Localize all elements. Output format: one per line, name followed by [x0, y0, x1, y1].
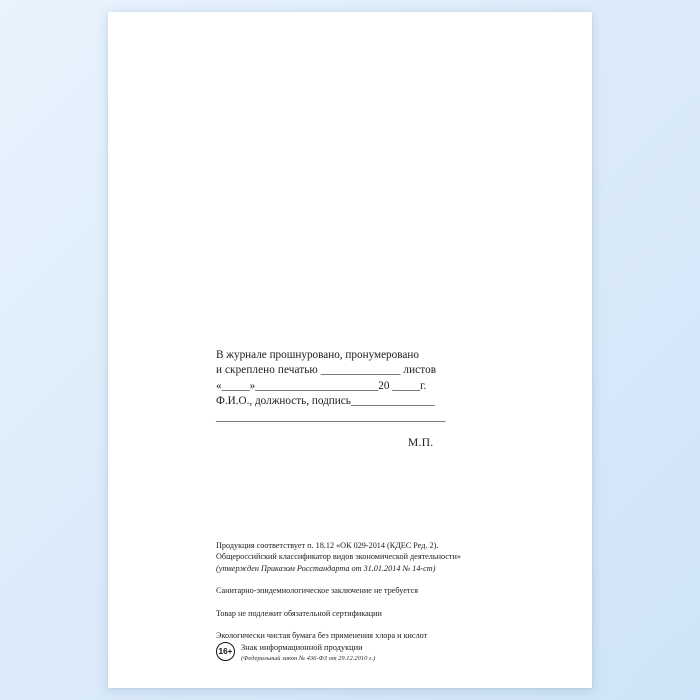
spacer-1: [216, 574, 546, 585]
stamp-place-label: М.П.: [408, 437, 434, 449]
legal-block: [216, 540, 546, 641]
certification-block: [216, 348, 516, 425]
age-rating-row: [216, 641, 375, 663]
certification-line-2: и скреплено печатью ______________ листов: [216, 364, 437, 377]
product-compliance-line-3: (утвержден Приказом Росстандарта от 31.01.2014 № 14-ст): [216, 563, 436, 573]
age-rating-texts: [241, 641, 375, 663]
certification-line-1: В журнале прошнуровано, пронумеровано: [216, 349, 419, 361]
document-page: [108, 12, 592, 688]
certification-note: Товар не подлежит обязательной сертификации: [216, 608, 382, 618]
spacer-3: [216, 619, 546, 630]
certification-line-4: Ф.И.О., должность, подпись_______________: [216, 395, 435, 408]
spacer-2: [216, 597, 546, 608]
sanitary-note: Санитарно-эпидемиологическое заключение не требуется: [216, 586, 418, 596]
product-compliance-line-1: Продукция соответствует п. 18.12 «ОК 029-2014 (КДЕС Ред. 2).: [216, 541, 439, 550]
age-rating-subtitle: (Федеральный закон № 436-ФЗ от 29.12.2010 г.): [241, 655, 376, 662]
age-rating-icon: 16+: [216, 642, 235, 661]
certification-line-3: «_____»______________________20 _____г.: [216, 379, 427, 392]
age-rating-title: Знак информационной продукции: [241, 643, 363, 652]
page-content: [108, 12, 592, 688]
certification-line-5: _________________________________________: [216, 410, 446, 423]
eco-paper-note: Экологически чистая бумага без применения хлора и кислот: [216, 631, 428, 641]
product-compliance-line-2: Общероссийский классификатор видов экономической деятельности»: [216, 552, 461, 562]
